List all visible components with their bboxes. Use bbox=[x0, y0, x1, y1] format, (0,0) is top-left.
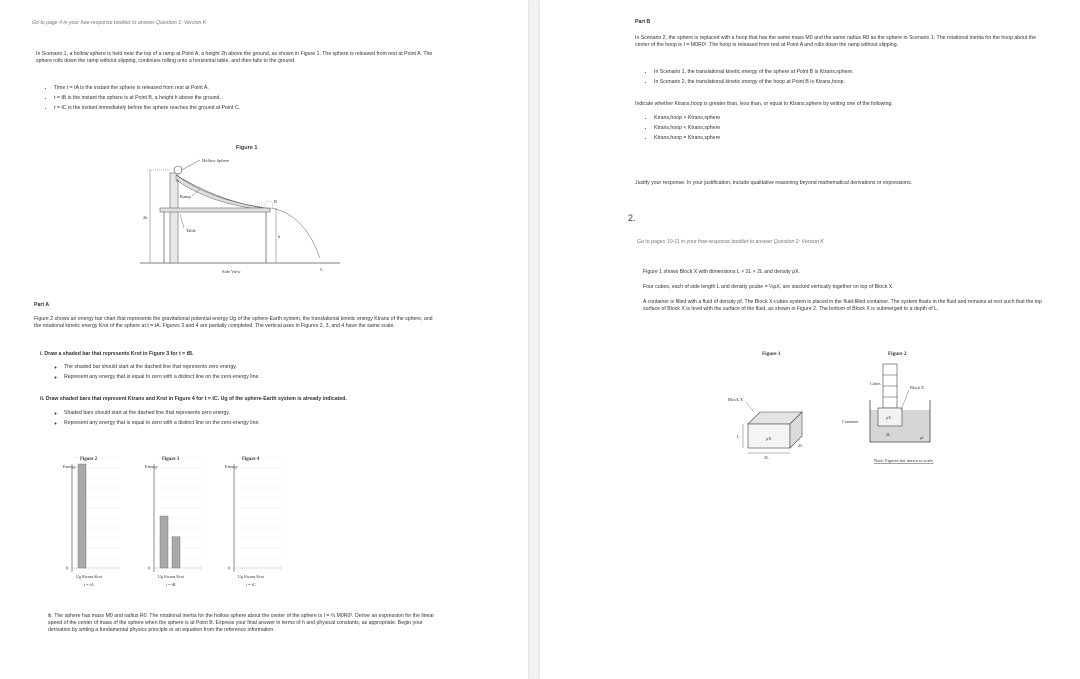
instruction-bullet: ◦ Shaded bars should start at the dashed line that represents zero energy. bbox=[64, 410, 424, 417]
chart-time-label: t = tB bbox=[166, 582, 176, 587]
chart-zero-label: 0 bbox=[228, 565, 231, 571]
scenario-1-intro: In Scenario 1, a hollow sphere is held near the top of a ramp at Point A, a height 2h above the ground, as shown in Figure 1. The sphere is released from rest at Point A. The sphere rolls down the ramp without slipping, continues rolling onto a horizontal table, and then falls to the ground. bbox=[36, 51, 433, 64]
part-b-options bbox=[644, 115, 954, 144]
part-a-ii bbox=[40, 396, 440, 403]
dim-2l-fig2-label: 2L bbox=[886, 432, 891, 437]
comparison-option: • Ktrans,hoop < Ktrans,sphere bbox=[654, 125, 954, 132]
part-a-heading: Part A bbox=[34, 302, 50, 308]
time-item: • t = tC is the instant immediately before the sphere reaches the ground at Point C. bbox=[54, 105, 434, 112]
height-2h-label: 2h bbox=[143, 215, 148, 220]
instruction-bullet: ◦ The shaded bar should start at the dashed line that represents zero energy. bbox=[64, 364, 424, 371]
chart-time-label: t = tA bbox=[84, 582, 94, 587]
dim-2l-label: 2L bbox=[764, 455, 769, 460]
energy-bar-chart-3 bbox=[140, 454, 210, 599]
part-b-bullets bbox=[644, 69, 1054, 89]
chart-zero-label: 0 bbox=[66, 565, 69, 571]
chart-categories: Ug Ktrans Krot bbox=[158, 574, 185, 579]
comparison-option: • Ktrans,hoop > Ktrans,sphere bbox=[654, 115, 954, 122]
time-item: • t = tB is the instant the sphere is at Point B, a height h above the ground. bbox=[54, 95, 434, 102]
chart-title: Figure 2 bbox=[80, 457, 98, 462]
part-b-bullet: • In Scenario 1, the translational kinetic energy of the sphere at Point B is Ktrans,sphere. bbox=[654, 69, 1054, 76]
height-h-label: h bbox=[278, 234, 281, 239]
ramp-label: Ramp bbox=[180, 194, 191, 199]
part-b-justify: Justify your response. In your justification, include qualitative reasoning beyond mathematical derivations or expressions. bbox=[635, 180, 913, 186]
part-a-i bbox=[40, 351, 440, 358]
energy-bar bbox=[160, 516, 168, 568]
part-a-ii-text: ii. Draw shaded bars that represent Ktrans and Krot in Figure 4 for t = tC. Ug of the sphere-Earth system is already indicated. bbox=[40, 396, 347, 402]
part-a-i-text: i. Draw a shaded bar that represents Krot in Figure 3 for t = tB. bbox=[40, 351, 194, 357]
dim-2l-depth-label: 2L bbox=[798, 443, 803, 448]
block-fig1-title: Figure 1 bbox=[762, 351, 781, 357]
exam-page-left bbox=[0, 0, 528, 679]
container-label: Container bbox=[842, 419, 859, 424]
part-b-indicate: Indicate whether Ktrans,hoop is greater than, less than, or equal to Ktrans,sphere by writing one of the following. bbox=[635, 101, 893, 107]
chart-categories: Ug Ktrans Krot bbox=[238, 574, 265, 579]
comparison-option: • Ktrans,hoop = Ktrans,sphere bbox=[654, 135, 954, 142]
figure-1-title: Figure 1 bbox=[236, 145, 258, 151]
cubes-label: Cubes bbox=[870, 381, 881, 386]
part-a-ii-bullets bbox=[54, 410, 424, 430]
part-a-text: Figure 2 shows an energy bar chart that represents the gravitational potential energy Ug of the sphere-Earth system, the translational kinetic energy Ktrans of the sphere, and the rotational kinetic energy Krot of the sphere at t = tA. Figures 3 and 4 are partially completed. The vertical axes in Figures 2, 3, and 4 have the same scale. bbox=[34, 316, 433, 329]
goto-instruction-q1: Go to page 4 in your free-response booklet to answer Question 1: Version K bbox=[32, 20, 207, 26]
side-view-label: Side View bbox=[222, 269, 241, 274]
energy-bar-chart-4 bbox=[220, 454, 290, 599]
q2-paragraph-2: Four cubes, each of side length L and density ρcube = ⅓ρX, are stacked vertically together on top of Block X. bbox=[643, 284, 894, 290]
point-c-label: C bbox=[320, 267, 324, 272]
instruction-bullet: ◦ Represent any energy that is equal to zero with a distinct line on the zero-energy line. bbox=[64, 374, 424, 381]
block-x-label-2: Block X bbox=[910, 385, 925, 390]
hollow-sphere-label: Hollow Sphere bbox=[202, 158, 230, 163]
part-a-iii: iii. The sphere has mass M0 and radius R0. The rotational inertia for the hollow sphere about the center of the sphere is I = ⅔ M0R0². Derive an expression for the linear speed of the center of mass of the sphere when the sphere is at Point B. Express your final answer in terms of h and physical constants, as appropriate. Begin your derivation by writing a fundamental physics principle or an equation from the reference information. bbox=[48, 613, 435, 633]
table-label: Table bbox=[186, 228, 196, 233]
chart-title: Figure 4 bbox=[242, 457, 260, 462]
block-x-figures bbox=[720, 340, 950, 470]
chart-title: Figure 3 bbox=[162, 457, 180, 462]
chart-zero-label: 0 bbox=[148, 565, 151, 571]
energy-bar bbox=[172, 537, 180, 568]
question-2-number: 2. bbox=[628, 213, 636, 223]
point-a-label: A bbox=[176, 178, 180, 183]
exam-page-right bbox=[540, 0, 1080, 679]
q2-paragraph-3: A container is filled with a fluid of density ρf. The Block X-cubes system is placed in the fluid-filled container. The system floats in the fluid and remains at rest such that the top surface of Block X is level with the surface of the fluid, as shown in Figure 2. The bottom of Block X is submerged to a depth of L. bbox=[643, 299, 1042, 312]
part-b-heading: Part B bbox=[635, 19, 651, 25]
energy-bar bbox=[78, 464, 86, 568]
rho-x-label: ρX bbox=[766, 436, 772, 441]
chart-time-label: t = tC bbox=[246, 582, 256, 587]
figure-1-ramp-diagram bbox=[130, 140, 370, 280]
dim-l-label: L bbox=[737, 434, 740, 439]
point-b-label: B bbox=[274, 199, 278, 204]
block-fig2-title: Figure 2 bbox=[888, 351, 907, 357]
chart-ylabel: Energy bbox=[145, 464, 158, 469]
part-a-i-bullets bbox=[54, 364, 424, 384]
time-item: • Time t = tA is the instant the sphere is released from rest at Point A. bbox=[54, 85, 434, 92]
rho-x-label-2: ρX bbox=[886, 415, 892, 420]
energy-bar-chart-2 bbox=[58, 454, 128, 599]
instruction-bullet: ◦ Represent any energy that is equal to zero with a distinct line on the zero-energy line. bbox=[64, 420, 424, 427]
part-b-bullet: • In Scenario 2, the translational kinetic energy of the hoop at Point B is Ktrans,hoop. bbox=[654, 79, 1054, 86]
note-label: Note: Figures not drawn to scale. bbox=[874, 458, 934, 463]
part-b-text: In Scenario 2, the sphere is replaced with a hoop that has the same mass M0 and the same radius R0 as the sphere in Scenario 1. The rotational inertia for the hoop about the center of the hoop is I = M0R0². The hoop is released from rest at Point A and rolls down the ramp without slipping. bbox=[635, 35, 1037, 48]
goto-instruction-q2: Go to pages 10-11 in your free-response booklet to answer Question 2: Version K bbox=[637, 239, 824, 245]
time-definitions bbox=[44, 85, 434, 114]
block-x-label: Block X bbox=[728, 397, 744, 402]
rho-f-label: ρf bbox=[920, 435, 924, 440]
chart-ylabel: Energy bbox=[63, 464, 76, 469]
chart-ylabel: Energy bbox=[225, 464, 238, 469]
q2-paragraph-1: Figure 1 shows Block X with dimensions L × 2L × 2L and density ρX. bbox=[643, 269, 800, 275]
chart-categories: Ug Ktrans Krot bbox=[76, 574, 103, 579]
